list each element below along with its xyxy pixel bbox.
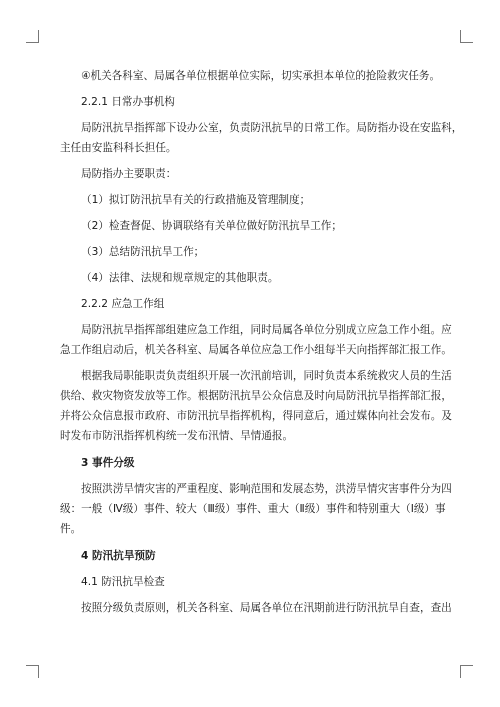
paragraph-line: ④机关各科室、局属各单位根据单位实际，切实承担本单位的抢险救灾任务。 (81, 70, 441, 82)
section-heading: 2.2.2 应急工作组 (81, 298, 165, 310)
paragraph-line: 急工作组启动后，机关各科室、局属各单位应急工作小组每半天向指挥部汇报工作。 (60, 344, 452, 356)
crop-mark-bottom-left (26, 665, 39, 678)
section-heading: 3 事件分级 (81, 457, 135, 469)
paragraph-line: 局防指办主要职责： (81, 168, 177, 180)
list-item: （1）拟订防汛抗旱有关的行政措施及管理制度； (81, 194, 311, 206)
paragraph-line: 供给、救灾物资发放等工作。根据防汛抗旱公众信息及时向局防汛抗旱指挥部汇报， (60, 390, 452, 402)
paragraph-line: 时发布市防汛指挥机构统一发布汛情、旱情通报。 (60, 430, 294, 442)
paragraph-line: 局防汛抗旱指挥部组建应急工作组，同时局属各单位分别成立应急工作小组。应 (81, 324, 452, 336)
section-heading: 2.2.1 日常办事机构 (81, 96, 175, 108)
paragraph-line: 局防汛抗旱指挥部下设办公室，负责防汛抗旱的日常工作。局防指办设在安监科， (81, 122, 463, 134)
paragraph-line: 按照洪涝旱情灾害的严重程度、影响范围和发展态势，洪涝旱情灾害事件分为四 (81, 483, 452, 495)
paragraph-line: 级：一般（Ⅳ级）事件、较大（Ⅲ级）事件、重大（Ⅱ级）事件和特别重大（Ⅰ级）事 (60, 503, 446, 515)
crop-mark-top-right (460, 30, 473, 43)
list-item: （3）总结防汛抗旱工作； (81, 246, 205, 258)
crop-mark-bottom-right (460, 665, 473, 678)
paragraph-line: 主任由安监科科长担任。 (60, 142, 177, 154)
paragraph-line: 按照分级负责原则，机关各科室、局属各单位在汛期前进行防汛抗旱自查，查出 (81, 602, 452, 614)
paragraph-line: 件。 (60, 523, 82, 535)
crop-mark-top-left (26, 30, 39, 43)
section-heading: 4.1 防汛抗旱检查 (81, 576, 165, 588)
list-item: （2）检查督促、协调联络有关单位做好防汛抗旱工作； (81, 220, 342, 232)
document-body (60, 66, 463, 618)
section-heading: 4 防汛抗旱预防 (81, 550, 156, 562)
list-item: （4）法律、法规和规章规定的其他职责。 (81, 272, 279, 284)
paragraph-line: 根据我局职能职责负责组织开展一次汛前培训，同时负责本系统救灾人员的生活 (81, 370, 452, 382)
paragraph-line: 并将公众信息报市政府、市防汛抗旱指挥机构，得同意后，通过媒体向社会发布。及 (60, 410, 452, 422)
